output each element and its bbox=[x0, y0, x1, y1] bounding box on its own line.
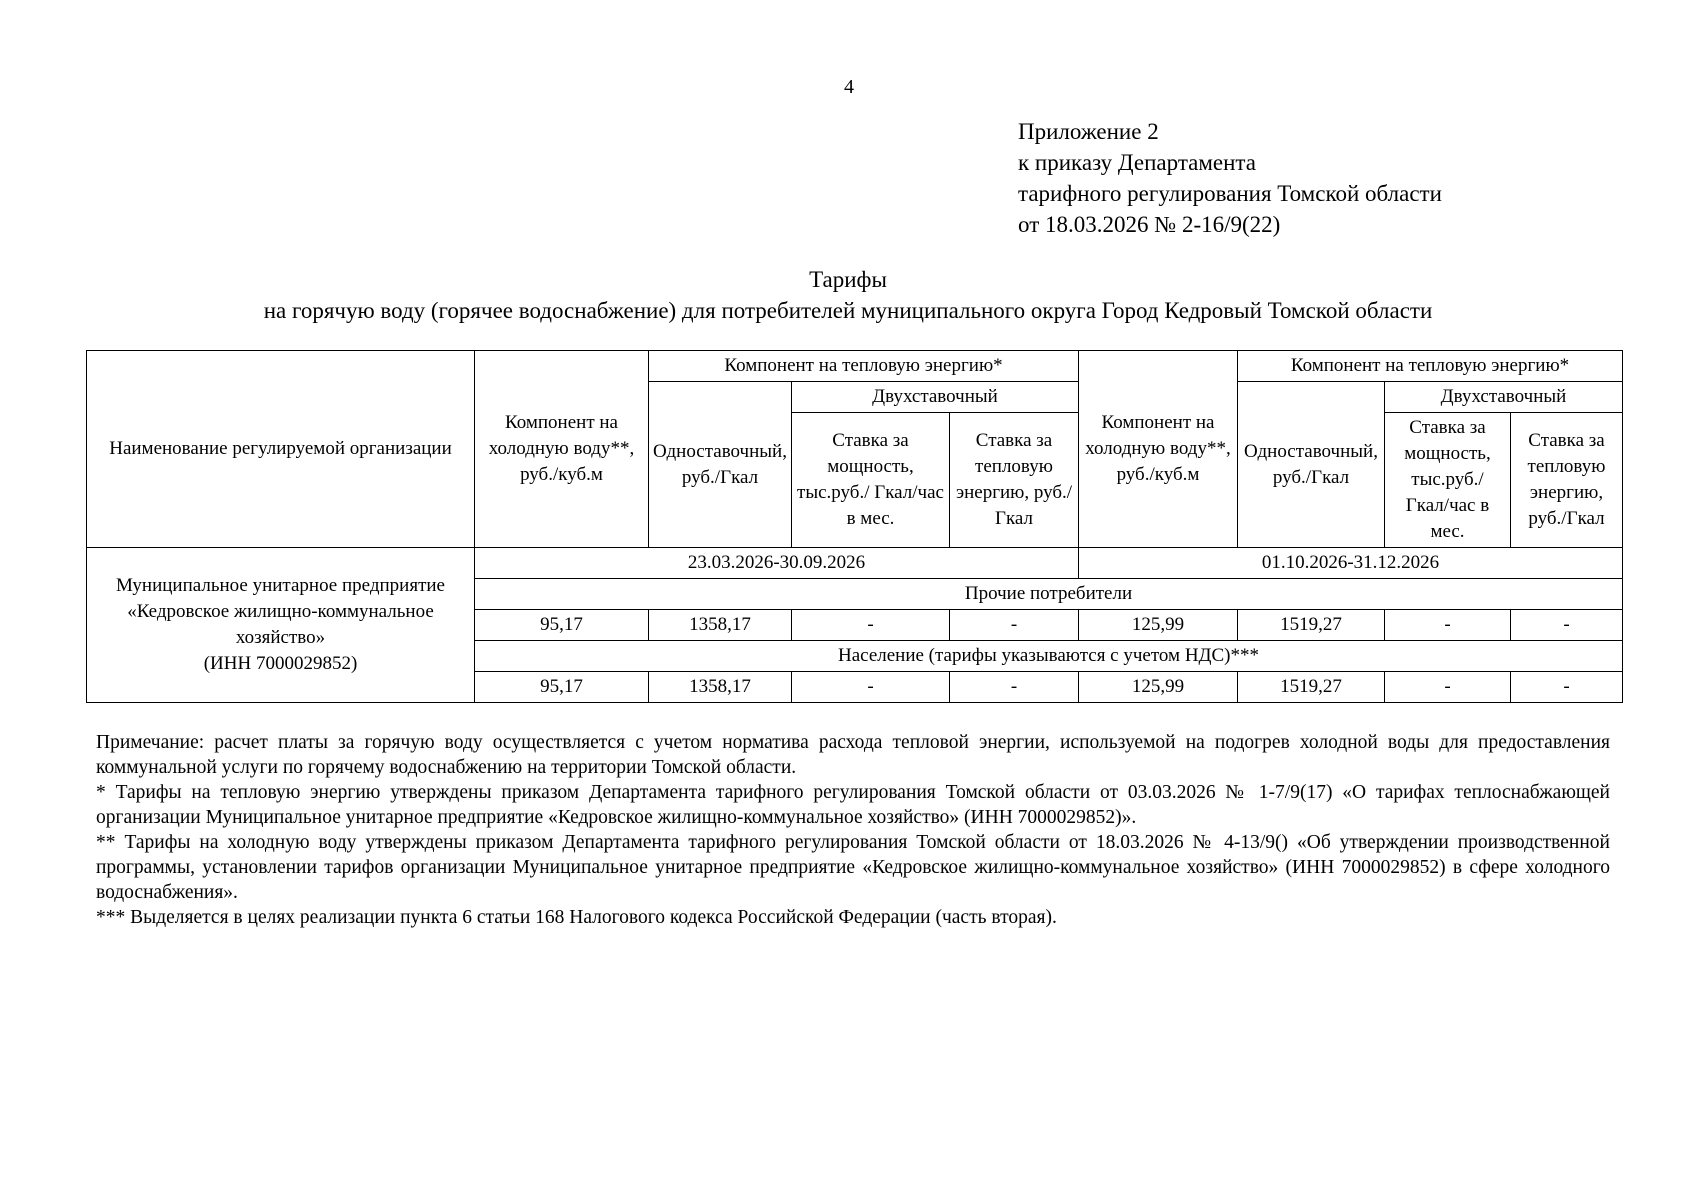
group-label-other-consumers: Прочие потребители bbox=[475, 579, 1623, 610]
header-two-rate: Двухставочный bbox=[792, 382, 1079, 413]
header-two-rate: Двухставочный bbox=[1385, 382, 1623, 413]
appendix-line: от 18.03.2026 № 2-16/9(22) bbox=[1018, 212, 1281, 237]
appendix-line: Приложение 2 bbox=[1018, 119, 1159, 144]
appendix-line: тарифного регулирования Томской области bbox=[1018, 181, 1442, 206]
organization-line: «Кедровское жилищно-коммунальное хозяйство» bbox=[127, 601, 434, 648]
value-cell: - bbox=[950, 610, 1079, 641]
value-cell: 1358,17 bbox=[649, 672, 792, 703]
note-heat-footnote: * Тарифы на тепловую энергию утверждены приказом Департамента тарифного регулирования Томской области от 03.03.2026 № 1-7/9(17) «О тарифах теплоснабжающей организации Муниципальное унитарное предприятие «Кедровское жилищно-коммунальное хозяйство» (ИНН 7000029852)». bbox=[96, 782, 1610, 828]
header-single-rate: Одноставочный, руб./Гкал bbox=[649, 382, 792, 548]
note-vat-footnote: *** Выделяется в целях реализации пункта 6 статьи 168 Налогового кодекса Российской Федерации (часть вторая). bbox=[96, 907, 1057, 928]
title-line: на горячую воду (горячее водоснабжение) для потребителей муниципального округа Город Кедровый Томской области bbox=[263, 298, 1433, 323]
value-cell: 125,99 bbox=[1079, 610, 1238, 641]
tariff-table bbox=[86, 350, 1623, 703]
header-cold-water: Компонент на холодную воду**, руб./куб.м bbox=[1079, 351, 1238, 548]
header-heat-component: Компонент на тепловую энергию* bbox=[1238, 351, 1623, 382]
value-cell: 95,17 bbox=[475, 610, 649, 641]
organization-line: (ИНН 7000029852) bbox=[203, 653, 358, 674]
organization-line: Муниципальное унитарное предприятие bbox=[116, 575, 445, 596]
header-energy-rate: Ставка за тепловую энергию, руб./Гкал bbox=[950, 413, 1079, 548]
appendix-line: к приказу Департамента bbox=[1018, 150, 1256, 175]
header-energy-rate: Ставка за тепловую энергию, руб./Гкал bbox=[1511, 413, 1623, 548]
value-cell: - bbox=[1385, 672, 1511, 703]
note-cold-water-footnote: ** Тарифы на холодную воду утверждены приказом Департамента тарифного регулирования Томской области от 18.03.2026 № 4-13/9() «Об утверждении производственной программы, установлении тарифов организации Муниципальное унитарное предприятие «Кедровское жилищно-коммунальное хозяйство» (ИНН 7000029852) в сфере холодного водоснабжения». bbox=[96, 832, 1610, 903]
value-cell: 125,99 bbox=[1079, 672, 1238, 703]
header-org-name: Наименование регулируемой организации bbox=[87, 351, 475, 548]
value-cell: - bbox=[792, 672, 950, 703]
notes-section bbox=[96, 730, 1610, 930]
value-cell: - bbox=[1511, 672, 1623, 703]
period-1: 23.03.2026-30.09.2026 bbox=[475, 548, 1079, 579]
value-cell: 1519,27 bbox=[1238, 672, 1385, 703]
appendix-header bbox=[1018, 116, 1442, 240]
header-capacity-rate: Ставка за мощность, тыс.руб./ Гкал/час в мес. bbox=[1385, 413, 1511, 548]
value-cell: 1519,27 bbox=[1238, 610, 1385, 641]
value-cell: 95,17 bbox=[475, 672, 649, 703]
value-cell: - bbox=[950, 672, 1079, 703]
header-single-rate: Одноставочный, руб./Гкал bbox=[1238, 382, 1385, 548]
header-heat-component: Компонент на тепловую энергию* bbox=[649, 351, 1079, 382]
value-cell: - bbox=[1385, 610, 1511, 641]
page-number: 4 bbox=[844, 76, 854, 98]
value-cell: 1358,17 bbox=[649, 610, 792, 641]
period-2: 01.10.2026-31.12.2026 bbox=[1079, 548, 1623, 579]
organization-cell bbox=[87, 548, 475, 703]
group-label-population: Население (тарифы указываются с учетом НДС)*** bbox=[475, 641, 1623, 672]
value-cell: - bbox=[792, 610, 950, 641]
value-cell: - bbox=[1511, 610, 1623, 641]
document-title bbox=[80, 264, 1616, 326]
header-capacity-rate: Ставка за мощность, тыс.руб./ Гкал/час в мес. bbox=[792, 413, 950, 548]
header-cold-water: Компонент на холодную воду**, руб./куб.м bbox=[475, 351, 649, 548]
title-line: Тарифы bbox=[809, 267, 887, 292]
note-main: Примечание: расчет платы за горячую воду осуществляется с учетом норматива расхода тепловой энергии, используемой на подогрев холодной воды для предоставления коммунальной услуги по горячему водоснабжению на территории Томской области. bbox=[96, 732, 1610, 778]
